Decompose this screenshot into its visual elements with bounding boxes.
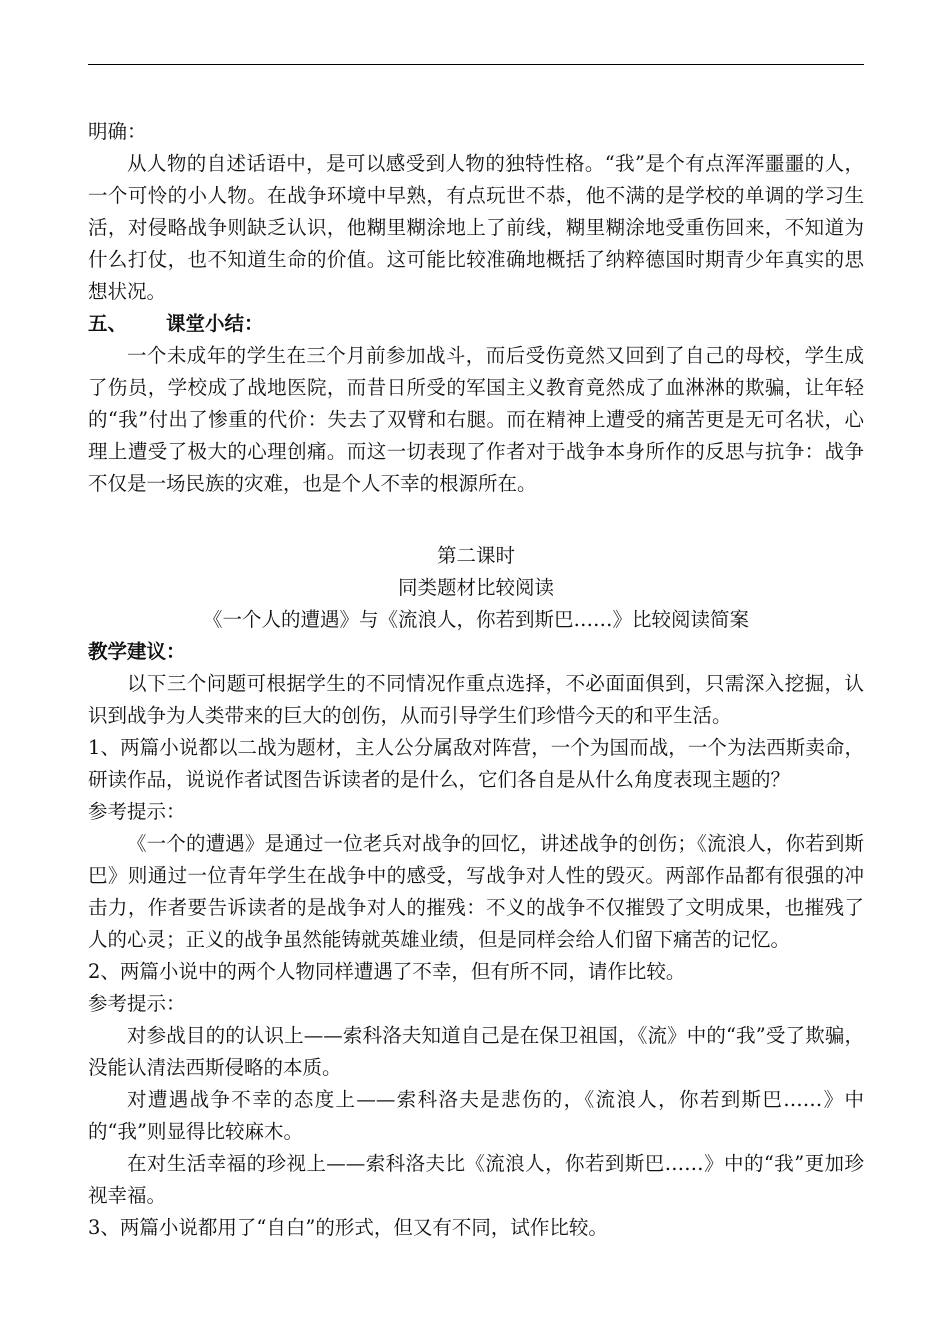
question-3: 3、两篇小说都用了“自白”的形式，但又有不同，试作比较。 [88,1216,608,1239]
document-body [88,116,864,1244]
hint-2-label: 参考提示： [88,992,186,1015]
clarify-paragraph: 从人物的自述话语中，是可以感受到人物的独特性格。“我”是个有点浑浑噩噩的人，一个可怜的小人物。在战争环境中早熟，有点玩世不恭，他不满的是学校的单调的学习生活，对侵略战争则缺乏认识，他糊里糊涂地上了前线，糊里糊涂地受重伤回来，不知道为什么打仗，也不知道生命的价值。这可能比较准确地概括了纳粹德国时期青少年真实的思想状况。 [88,152,864,303]
teaching-advice-paragraph: 以下三个问题可根据学生的不同情况作重点选择，不必面面俱到，只需深入挖掘，认识到战争为人类带来的巨大的创伤，从而引导学生们珍惜今天的和平生活。 [88,672,864,727]
section-title: 课堂小结： [166,312,264,335]
section-number: 五、 [88,312,128,335]
lesson-title: 第二课时 [436,544,515,567]
question-1: 1、两篇小说都以二战为题材，主人公分属敌对阵营，一个为国而战，一个为法西斯卖命，研读作品，说说作者试图告诉读者的是什么，它们各自是从什么角度表现主题的？ [88,736,864,791]
section-five-heading [88,308,864,340]
hint-1-paragraph: 《一个的遭遇》是通过一位老兵对战争的回忆，讲述战争的创伤；《流浪人，你若到斯巴》则通过一位青年学生在战争中的感受，写战争对人性的毁灭。两部作品都有很强的冲击力，作者要告诉读者的是战争对人的摧残：不义的战争不仅摧毁了文明成果，也摧残了人的心灵；正义的战争虽然能铸就英雄业绩，但是同样会给人们留下痛苦的记忆。 [88,832,864,951]
teaching-advice-label: 教学建议： [88,640,186,663]
question-2: 2、两篇小说中的两个人物同样遭遇了不幸，但有所不同，请作比较。 [88,960,686,983]
hint-2-item: 对参战目的的认识上——索科洛夫知道自己是在保卫祖国，《流》中的“我”受了欺骗，没能认清法西斯侵略的本质。 [88,1024,864,1079]
section-spacer [88,500,864,540]
lesson-heading: 《一个人的遭遇》与《流浪人，你若到斯巴……》比较阅读简案 [202,608,749,631]
header-rule [88,64,864,65]
hint-2-item: 在对生活幸福的珍视上——索科洛夫比《流浪人，你若到斯巴……》中的“我”更加珍视幸福。 [88,1152,864,1207]
hint-2-item: 对遭遇战争不幸的态度上——索科洛夫是悲伤的，《流浪人，你若到斯巴……》中的“我”则显得比较麻木。 [88,1088,864,1143]
summary-paragraph: 一个未成年的学生在三个月前参加战斗，而后受伤竟然又回到了自己的母校，学生成了伤员，学校成了战地医院，而昔日所受的军国主义教育竟然成了血淋淋的欺骗，让年轻的“我”付出了惨重的代价：失去了双臂和右腿。而在精神上遭受的痛苦更是无可名状，心理上遭受了极大的心理创痛。而这一切表现了作者对于战争本身所作的反思与抗争：战争不仅是一场民族的灾难，也是个人不幸的根源所在。 [88,344,864,495]
hint-1-label: 参考提示： [88,800,186,823]
clarify-label: 明确： [88,120,147,143]
lesson-subtitle: 同类题材比较阅读 [397,576,554,599]
